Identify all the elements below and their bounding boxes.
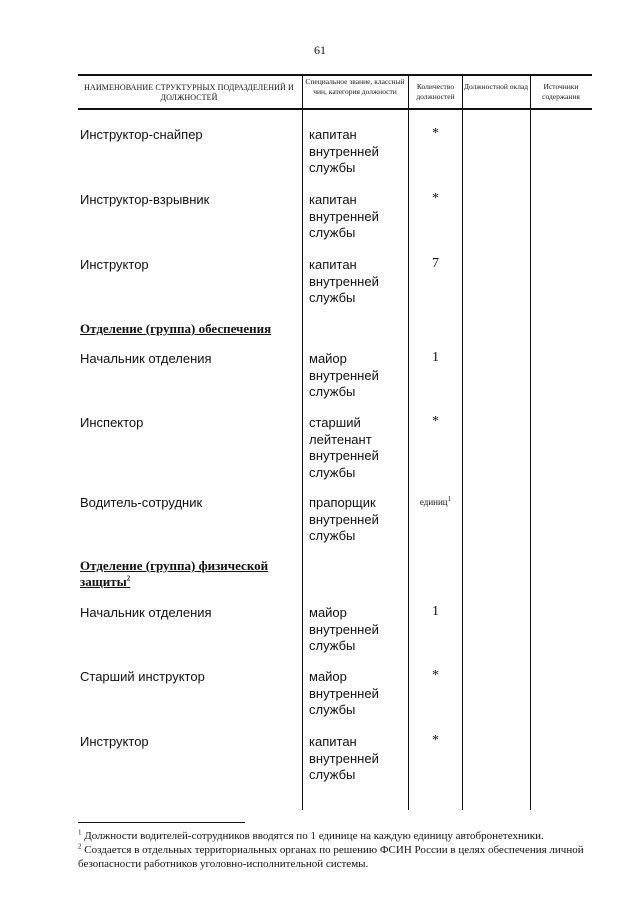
position-count: * — [432, 414, 439, 429]
section-heading: Отделение (группа) обеспечения — [80, 321, 272, 336]
section-heading — [80, 558, 302, 590]
column-divider-1 — [302, 74, 303, 810]
position-name: Начальник отделения — [80, 605, 212, 620]
position-count: * — [432, 126, 439, 141]
footnote-ref: 2 — [126, 574, 131, 583]
position-count — [409, 494, 462, 510]
header-count: Количество должностей — [416, 82, 455, 101]
count-text: единиц — [419, 497, 448, 507]
column-divider-3 — [462, 74, 463, 810]
footnote-text: Создается в отдельных территориальных органах по решению ФСИН России в целях обеспечения личной безопасности работников уголовно-исполнительной системы. — [78, 844, 584, 870]
rank-text: старший лейтенант внутренней службы — [309, 415, 379, 480]
rank-text: капитан внутренней службы — [309, 192, 379, 240]
position-name: Инструктор-снайпер — [80, 127, 203, 142]
header-salary: Должностной оклад — [463, 82, 529, 91]
position-name: Инструктор — [80, 734, 149, 749]
footnote-ref: 1 — [447, 495, 452, 503]
position-count: * — [432, 668, 439, 683]
position-count: 1 — [432, 604, 439, 619]
header-rank: Специальное звание, классный чин, категория должности — [305, 77, 405, 96]
position-count: 1 — [432, 350, 439, 365]
rank-text: майор внутренней службы — [309, 669, 379, 717]
position-count: * — [432, 191, 439, 206]
column-divider-2 — [408, 74, 409, 810]
footnote — [78, 829, 608, 843]
rank-text: капитан внутренней службы — [309, 127, 379, 175]
position-count: 7 — [432, 256, 439, 271]
footnote-mark: 2 — [78, 842, 82, 851]
position-name: Инспектор — [80, 415, 144, 430]
position-name: Инструктор — [80, 257, 149, 272]
table-top-rule — [78, 74, 592, 76]
table-header-rule — [78, 108, 592, 110]
rank-text: майор внутренней службы — [309, 605, 379, 653]
footnote-text: Должности водителей-сотрудников вводятся по 1 единице на каждую единицу автобронетехники. — [81, 830, 544, 842]
position-name: Инструктор-взрывник — [80, 192, 210, 207]
footnote — [78, 843, 608, 871]
page-number: 61 — [314, 43, 326, 57]
position-name: Старший инструктор — [80, 669, 205, 684]
footnote-separator — [78, 822, 245, 823]
rank-text: майор внутренней службы — [309, 351, 379, 399]
rank-text: капитан внутренней службы — [309, 257, 379, 305]
header-name: НАИМЕНОВАНИЕ СТРУКТУРНЫХ ПОДРАЗДЕЛЕНИЙ И ДОЛЖНОСТЕЙ — [84, 83, 294, 102]
column-divider-4 — [530, 74, 531, 810]
section-heading-text: Отделение (группа) физической защиты — [80, 558, 269, 589]
footnote-mark: 1 — [78, 828, 82, 837]
position-count: * — [432, 733, 439, 748]
position-name: Водитель-сотрудник — [80, 495, 203, 510]
header-source: Источники содержания — [542, 82, 580, 101]
rank-text: прапорщик внутренней службы — [309, 495, 379, 543]
rank-text: капитан внутренней службы — [309, 734, 379, 782]
position-name: Начальник отделения — [80, 351, 212, 366]
